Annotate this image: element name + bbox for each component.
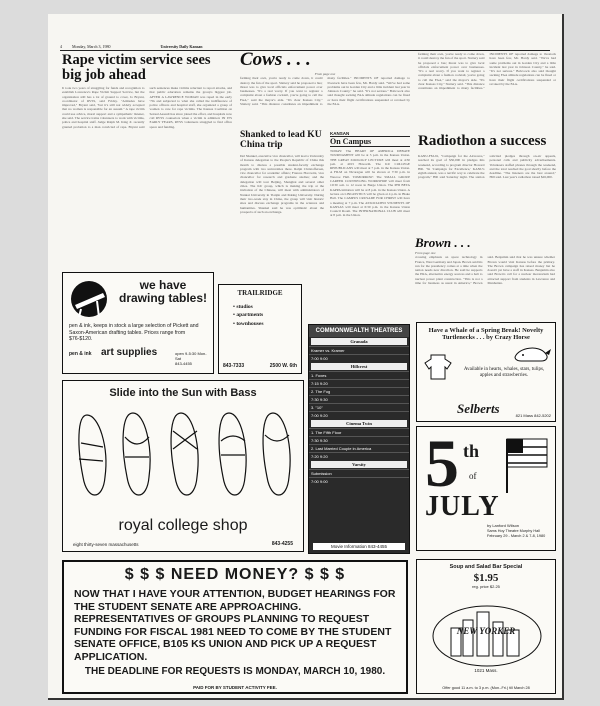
theater-listing — [309, 363, 409, 419]
yorker-name: NEW YORKER — [456, 626, 516, 636]
money-headline: $ $ $ NEED MONEY? $ $ $ — [124, 566, 346, 583]
movie-title: Submission — [309, 469, 409, 477]
on-campus-title: On Campus — [330, 136, 410, 147]
movie-title: 2. The Fog — [309, 387, 409, 395]
need-money-ad — [62, 560, 408, 694]
selberts-ad — [416, 322, 556, 422]
royal-shop-name: royal college shop — [118, 517, 248, 534]
yorker-price: $1.95 — [473, 572, 499, 584]
drafting-table-logo — [67, 279, 111, 319]
commonwealth-title: COMMONWEALTH THEATRES — [309, 325, 409, 337]
selberts-phone: 821 Mass 842-5202 — [515, 413, 551, 418]
royal-college-shop-ad — [62, 380, 304, 552]
newspaper-page — [48, 14, 564, 700]
rape-headline: Rape victim service sees big job ahead — [62, 52, 211, 83]
drawing-tables-ad — [62, 272, 214, 374]
drawing-phone: 843-4455 — [175, 361, 192, 366]
theater-name: Varsity — [311, 461, 407, 468]
trailridge-address: 2500 W. 6th — [269, 363, 297, 369]
movie-times: 7:30 9:30 — [309, 436, 409, 444]
on-campus-section — [330, 131, 410, 271]
new-yorker-ad — [416, 559, 556, 694]
movie-title: Kramer vs. Kramer — [309, 346, 409, 354]
movie-info-line: Movie Information 843-4455 — [313, 543, 405, 550]
trailridge-features — [219, 303, 301, 328]
cows-body-cont: farming their own, you're ready to come down, it could destroy the fun of the sport. Slattery said he proposed a bus; threat was to give local officials enforcement power over businesses. "It's a real worry. If you want to register a complaint about a fashion cocktail, you're going to call the FAA," said the mayor's aide. "It's clear Kansas City," Slattery said. "This distance constitutes an impediment to many facilities." INCIDENTS OF reported damage to livestock have been few, Mr. Hardy said. "We've had some problems out in Garden City and a little incident last year in Johnson County," he said. "It's not serious." Babcoock also said thought sacking FAA altitude regulations can be fined or have their flight certifications suspended or revoked by the FAA. — [418, 52, 556, 91]
theater-name: Cinema Twin — [311, 420, 407, 427]
cows-body: farming their own, you're ready to come down, it could destroy the fun of the sport. Slattery said he proposed a bus; threat was to give local officials enforcement power over businesses. "It's a real worry. If you want to register a complaint about a fashion cocktail, you're going to call the FAA," said the mayor's aide. "It's clear Kansas City," Slattery said. "This distance constitutes an impediment to many facilities." INCIDENTS OF reported damage to livestock have been few, Mr. Hardy said. "We've had some problems out in Garden City and a little incident last year in Johnson County," he said. "It's not serious." Babcoock also said thought sacking FAA altitude regulations can be fined or have their flight certifications suspended or revoked by the FAA. — [240, 76, 410, 107]
on-campus-body: TODAY: The HEART OF AMERICA DEBATE TOURNAMENT will be at 3 p.m. in the Kansas Union. THE GREAT ZOOLOGY LECTURE will meet at 4:30 p.m. at 4015 Haworth. The KU COLLEGE REPUBLICANS will meet at 7 p.m. in the Kansas Union. A FILM on Nicaragua will be shown at 7:30 p.m. in Wescoe Hall. TOMORROW: The SMALL GROUP CAREER COUNSELING WORKSHOP will meet from 10:30 a.m. to 12 noon in Burge Union. The PHI BETA KAPPA initiation will be at 8 p.m. in the Kansas Union. A lecture on LINGUISTICS will be given at 4 p.m. in Blake Hall. The CAMPUS CRUSADE FOR CHRIST will have a meeting at 7 p.m. The ASSOCIATED STUDENTS OF KANSAS will meet at 6:30 p.m. in the Kansas Union Council Room. The INTERNATIONAL CLUB will meet at 8 p.m. in the Union. — [330, 149, 410, 218]
brown-headline: Brown . . . — [415, 235, 471, 250]
rape-body: It took two years of struggling for funds and recognition to establish Lawrence's Rape Victim Support Service, but the organization still has a lot of ground to cover, Jo Bryant, coordinator of RVSS, said Friday. "Attitudes have improved," Bryant said, "but it's still not widely accepted that no woman is responsible for an assault." A rape victim could use advice, moral support and a sympathetic listener, she said. The service trains volunteers to work with victims, police and hospital staff. Judge Ralph M. King Jr. recently granted probation to a man convicted of rape. Bryant said such sentences make victims reluctant to report attacks, and that public education remains the group's biggest job. AFTER A LAWRENCE WOMAN was raped in the early '70s and subjected to what she called the indifference of police officers and hospital staff, she organized a group of women to care for rape victims. The Kansas Coalition on Sexual Assault has since joined the effort, and hospitals now call RVSS counselors when a victim is admitted. IN ITS EARLY YEARS, RVSS volunteers struggled to find office space and funding. — [62, 86, 232, 129]
fifth-credit: by Lanford Wilson — [487, 523, 520, 528]
selberts-store: Selberts — [457, 401, 500, 416]
royal-phone: 843-4255 — [271, 541, 293, 547]
yorker-price-note: reg. price $2.25 — [472, 584, 500, 589]
paper-name: University Daily Kansan — [160, 44, 203, 49]
theater-listing — [309, 338, 409, 362]
drawing-hours: open 9-5:30 Mon-Sat — [175, 351, 207, 361]
theater-listing — [309, 420, 409, 460]
selberts-headline: Have a Whale of a Spring Break! Novelty Turtlenecks . . . by Crazy Horse — [428, 327, 544, 342]
trailridge-name: TRAILRIDGE — [237, 289, 283, 297]
on-campus-label: KANSAN — [330, 131, 350, 136]
movie-title: 1. Foxes — [309, 371, 409, 379]
movie-times: 7:30 9:30 — [309, 395, 409, 403]
page-number: 4 — [60, 44, 62, 49]
drawing-store-prefix: pen & ink — [69, 351, 92, 357]
page-date: Monday, March 3, 1980 — [72, 44, 111, 49]
commonwealth-theatres-ad — [308, 324, 410, 554]
money-body: NOW THAT I HAVE YOUR ATTENTION, BUDGET HEARINGS FOR THE STUDENT SENATE ARE APPROACHING. REPRESENTATIVES OF GROUPS PLANNING TO REQUEST FUNDING FOR FISCAL 1981 NEED TO COME BY THE STUDENT SENATE OFFICE, B105 KS UNION AND PICK UP A REQUEST APPLICATION. — [74, 588, 396, 663]
selberts-text: Available in hearts, whales, stars, tulips, apples and strawberries. — [463, 367, 545, 378]
radiothon-headline: Radiothon a success — [418, 133, 547, 149]
money-deadline: THE DEADLINE FOR REQUESTS IS MONDAY, MARCH 10, 1980. — [84, 665, 386, 677]
turtleneck-icon — [423, 353, 453, 381]
fifth-july: JULY — [425, 491, 500, 522]
movie-title: 3. "10" — [309, 403, 409, 411]
trailridge-feature: • apartments — [233, 312, 264, 319]
brown-continued: From page one — [415, 251, 436, 255]
movie-times: 7:00 9:00 — [309, 477, 409, 485]
money-footer: PAID FOR BY STUDENT ACTIVITY FEE. — [193, 685, 277, 690]
radiothon-body: KANU-FM-91, "Campaign for the Airwaves," reached its goal of $30,000 in pledges this weekend, according to program director Howard Hill. "In 'Campaign for Excellence,' KANU's eighth annual, was a terrific way to celebrate the program," Hill said Saturday night. The station solicited pledges through on-air appeals, personal calls and publicity advertisements. Volunteers staffed phones through the weekend, and the total reached the goal shortly before the deadline. "The listeners are the best around," Hill said. Last year's radiothon raised $26,000. — [418, 154, 556, 180]
royal-headline: Slide into the Sun with Bass — [109, 387, 257, 399]
movie-times: 7:15 9:20 — [309, 379, 409, 387]
theater-name: Hillcrest — [311, 363, 407, 370]
fifth-of-july-ad — [416, 426, 556, 551]
china-body: Del Shankel, executive vice chancellor, will lead a University of Kansas delegation to the People's Republic of China this month to discuss a possible student-faculty exchange program with two universities there. Ralph Christoffersen, vice chancellor for academic affairs; Frances Horowitz, vice chancellor for research and graduate studies; and the delegation will tour Beijing, Shanghai and several other cities. The KU group, which is making the trip at the invitation of the Chinese, will meet with administrators of Nankai University in Tianjin and Peking University. During their two-week stay in China, the group will visit historic sites and discuss exchange programs in the sciences and humanities. Shankel said he was optimistic about the prospects of such an exchange. — [240, 154, 324, 214]
cows-headline: Cows . . . — [240, 49, 311, 70]
trailridge-feature: • townhouses — [233, 320, 264, 327]
fifth-number: 5 — [425, 426, 459, 501]
fifth-sup: th — [463, 441, 480, 461]
fifth-info: Sams Hoy Theatre Murphy Hall February 29 - March 2 & 7-8, 1980 — [487, 529, 546, 538]
drawing-store-name: art supplies — [101, 347, 158, 358]
trailridge-phone: 843-7333 — [223, 363, 245, 369]
china-headline: Shanked to lead KU China trip — [240, 130, 322, 150]
theater-listing — [309, 461, 409, 485]
trailridge-feature: • studios — [233, 304, 253, 310]
yorker-address: 1021 Mass. — [474, 668, 498, 673]
trailridge-ad — [218, 284, 302, 374]
fifth-of: of — [469, 471, 477, 481]
whale-icon — [513, 343, 553, 365]
flag-illustration — [503, 435, 551, 495]
brown-body: crossing emphasis on space technology in France, West Germany and Japan. Brown said his run for the presidency comes at a time when the nation needs new direction. He said he supports the ERA, alternative energy sources and a halt to nuclear power plant construction. "This is not a time for business as usual in America," Brown said. Benjamin said that he was unsure whether Brown would visit Kansas before the primary. The Brown campaign has raised money but he doesn't yet have a staff in Kansas. Benjamin also said Brown's call for a nuclear moratorium had attracted support from students in Lawrence and Manhattan. — [415, 255, 555, 286]
theater-name: Granada — [311, 338, 407, 345]
yorker-footer: Offer good 11 a.m. to 3 p.m. (Mon.-Fri.) till March 28 — [442, 686, 530, 690]
movie-times: 7:00 9:20 — [309, 411, 409, 419]
drawing-text: pen & ink, keeps in stock a large selection of Pickett and Saxon-American drafting tables. Prices range from $76-$120. — [69, 323, 199, 342]
movie-title: 2. Last Married Couple in America — [309, 444, 409, 452]
movie-title: 1. The Fifth Floor — [309, 428, 409, 436]
sandals-illustration — [73, 407, 295, 507]
movie-times: 7:00 9:00 — [309, 354, 409, 362]
cows-continued: From page one — [314, 72, 336, 76]
royal-address: eight thirty-seven massachusetts — [73, 542, 139, 547]
drawing-headline: we have drawing tables! — [118, 278, 207, 305]
movie-times: 7:20 9:20 — [309, 452, 409, 460]
yorker-headline: Soup and Salad Bar Special — [449, 564, 523, 570]
